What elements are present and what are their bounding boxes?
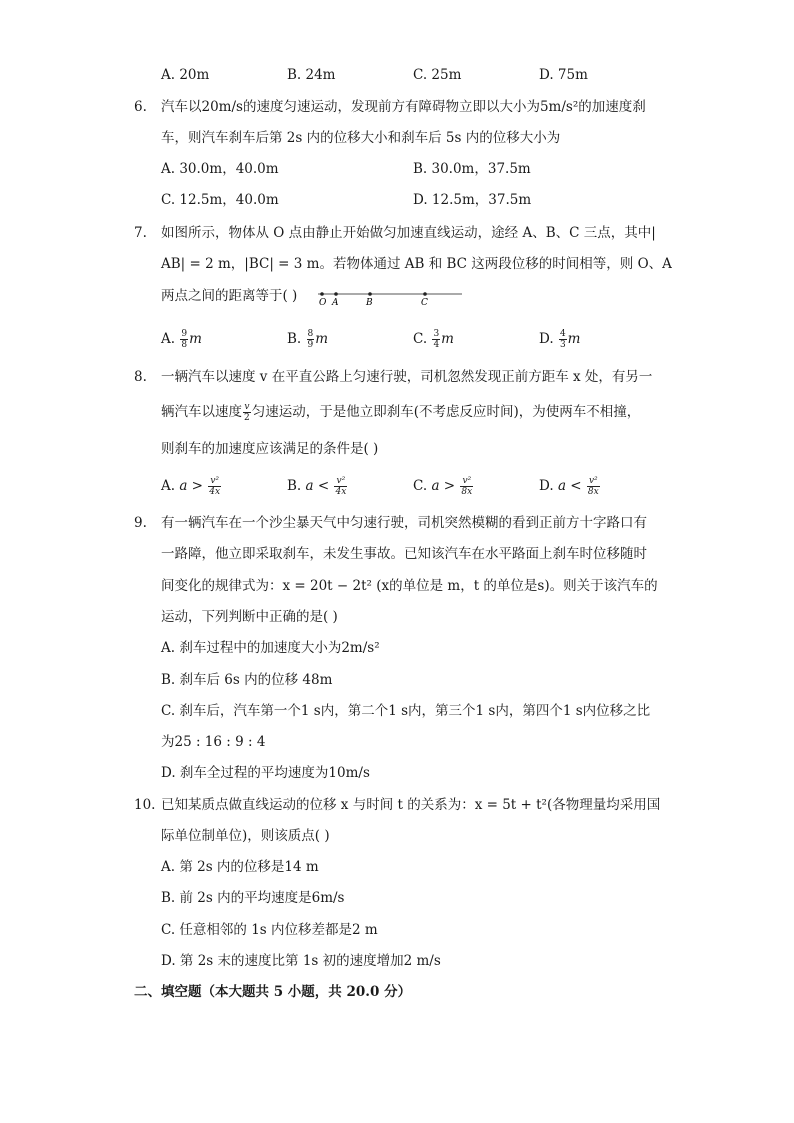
q7-option-b: B. $\frac{8}{9}$ m xyxy=(287,329,329,350)
q9-option-b: B. 刹车后 6s 内的位移 48m xyxy=(161,672,333,688)
q5-option-b: B. 24m xyxy=(287,67,336,83)
point-o-label: O xyxy=(319,298,327,308)
q6-stem-line-2: 车，则汽车刹车后第 2s 内的位移大小和刹车后 5s 内的位移大小为 xyxy=(161,130,561,146)
q8-option-c: C. a > $\frac{\text{v²}}{8x}$ xyxy=(413,476,473,497)
q9-stem-line-2: 一路障，他立即采取刹车，未发生事故。已知该汽车在水平路面上刹车时位移随时 xyxy=(161,546,647,562)
q8-stem-line-2: 辆汽车以速度 $\frac{v}{2}$ 匀速运动，于是他立即刹车(不考虑反应时间)，为使两车不相撞， xyxy=(161,402,641,423)
q7-stem-line-3: 两点之间的距离等于( ) xyxy=(161,288,298,304)
fraction: $\frac{v}{2}$ xyxy=(244,402,250,423)
q10-option-c: C. 任意相邻的 1s 内位移差都是2 m xyxy=(161,922,378,938)
point-o-dot xyxy=(320,292,324,296)
q6-stem-line-1: 汽车以20m/s的速度匀速运动，发现前方有障碍物立即以大小为5m/s²的加速度刹 xyxy=(161,99,646,115)
q10-stem-line-2: 际单位制单位)，则该质点( ) xyxy=(161,828,330,844)
point-a-dot xyxy=(334,292,338,296)
q10-option-a: A. 第 2s 内的位移是14 m xyxy=(161,859,319,875)
q9-option-a: A. 刹车过程中的加速度大小为2m/s² xyxy=(161,640,380,656)
q9-option-c: C. 刹车后，汽车第一个1 s内，第二个1 s内，第三个1 s内，第四个1 s内位移之比 xyxy=(161,703,651,719)
fraction: $\frac{8}{9}$ xyxy=(307,329,314,350)
fraction: $\frac{3}{4}$ xyxy=(433,329,440,350)
q5-option-a: A. 20m xyxy=(161,67,210,83)
q6-option-a: A. 30.0m，40.0m xyxy=(161,161,279,177)
q10-stem-line-1: 已知某质点做直线运动的位移 x 与时间 t 的关系为：x = 5t + t²(各物理量均采用国 xyxy=(161,797,661,813)
q7-option-c: C. $\frac{3}{4}$ m xyxy=(413,329,454,350)
q6-option-c: C. 12.5m，40.0m xyxy=(161,192,279,208)
q9-option-d: D. 刹车全过程的平均速度为10m/s xyxy=(161,765,370,781)
q9-number: 9. xyxy=(134,515,147,531)
q9-stem-line-4: 运动，下列判断中正确的是( ) xyxy=(161,609,338,625)
point-b-label: B xyxy=(366,298,373,308)
q8-stem-line-3: 则刹车的加速度应该满足的条件是( ) xyxy=(161,441,379,457)
q6-option-b: B. 30.0m，37.5m xyxy=(413,161,531,177)
q7-option-d: D. $\frac{4}{3}$ m xyxy=(539,329,581,350)
section-fill-in-heading: 二、填空题（本大题共 5 小题，共 20.0 分） xyxy=(134,984,412,1000)
q7-option-a: A. $\frac{9}{8}$ m xyxy=(161,329,202,350)
q9-stem-line-1: 有一辆汽车在一个沙尘暴天气中匀速行驶，司机突然模糊的看到正前方十字路口有 xyxy=(161,515,647,531)
q5-option-c: C. 25m xyxy=(413,67,462,83)
q5-option-d: D. 75m xyxy=(539,67,588,83)
q10-option-b: B. 前 2s 内的平均速度是6m/s xyxy=(161,890,345,906)
q8-option-d: D. a < $\frac{\text{v²}}{8x}$ xyxy=(539,476,599,497)
q6-option-d: D. 12.5m，37.5m xyxy=(413,192,532,208)
q10-option-d: D. 第 2s 末的速度比第 1s 初的速度增加2 m/s xyxy=(161,953,441,969)
point-c-label: C xyxy=(421,298,428,308)
q7-stem-line-2: AB| = 2 m，|BC| = 3 m。若物体通过 AB 和 BC 这两段位移的时间相等，则 O、A xyxy=(161,256,672,272)
point-b-dot xyxy=(368,292,372,296)
q6-number: 6. xyxy=(134,99,147,115)
q7-stem-line-1: 如图所示，物体从 O 点由静止开始做匀加速直线运动，途经 A、B、C 三点，其中| xyxy=(161,225,656,241)
fraction: $\frac{\text{v²}}{8x}$ xyxy=(461,476,473,497)
fraction: $\frac{\text{v²}}{8x}$ xyxy=(587,476,599,497)
q8-option-a: A. a > $\frac{\text{v²}}{4x}$ xyxy=(161,476,221,497)
point-c-dot xyxy=(423,292,427,296)
q9-stem-line-3: 间变化的规律式为：x = 20t − 2t² (x的单位是 m，t 的单位是s)。则关于该汽车的 xyxy=(161,578,658,594)
q10-number: 10. xyxy=(134,797,156,813)
q8-option-b: B. a < $\frac{\text{v²}}{4x}$ xyxy=(287,476,347,497)
point-a-label: A xyxy=(332,298,339,308)
q7-number: 7. xyxy=(134,225,147,241)
fraction: $\frac{9}{8}$ xyxy=(181,329,188,350)
fraction: $\frac{4}{3}$ xyxy=(559,329,566,350)
q7-motion-diagram xyxy=(312,286,464,310)
q8-stem-line-1: 一辆汽车以速度 v 在平直公路上匀速行驶，司机忽然发现正前方距车 x 处，有另一 xyxy=(161,369,653,385)
q9-option-c-continued: 为25 : 16 : 9 : 4 xyxy=(161,734,266,750)
fraction: $\frac{\text{v²}}{4x}$ xyxy=(209,476,221,497)
fraction: $\frac{\text{v²}}{4x}$ xyxy=(335,476,347,497)
q8-number: 8. xyxy=(134,369,147,385)
